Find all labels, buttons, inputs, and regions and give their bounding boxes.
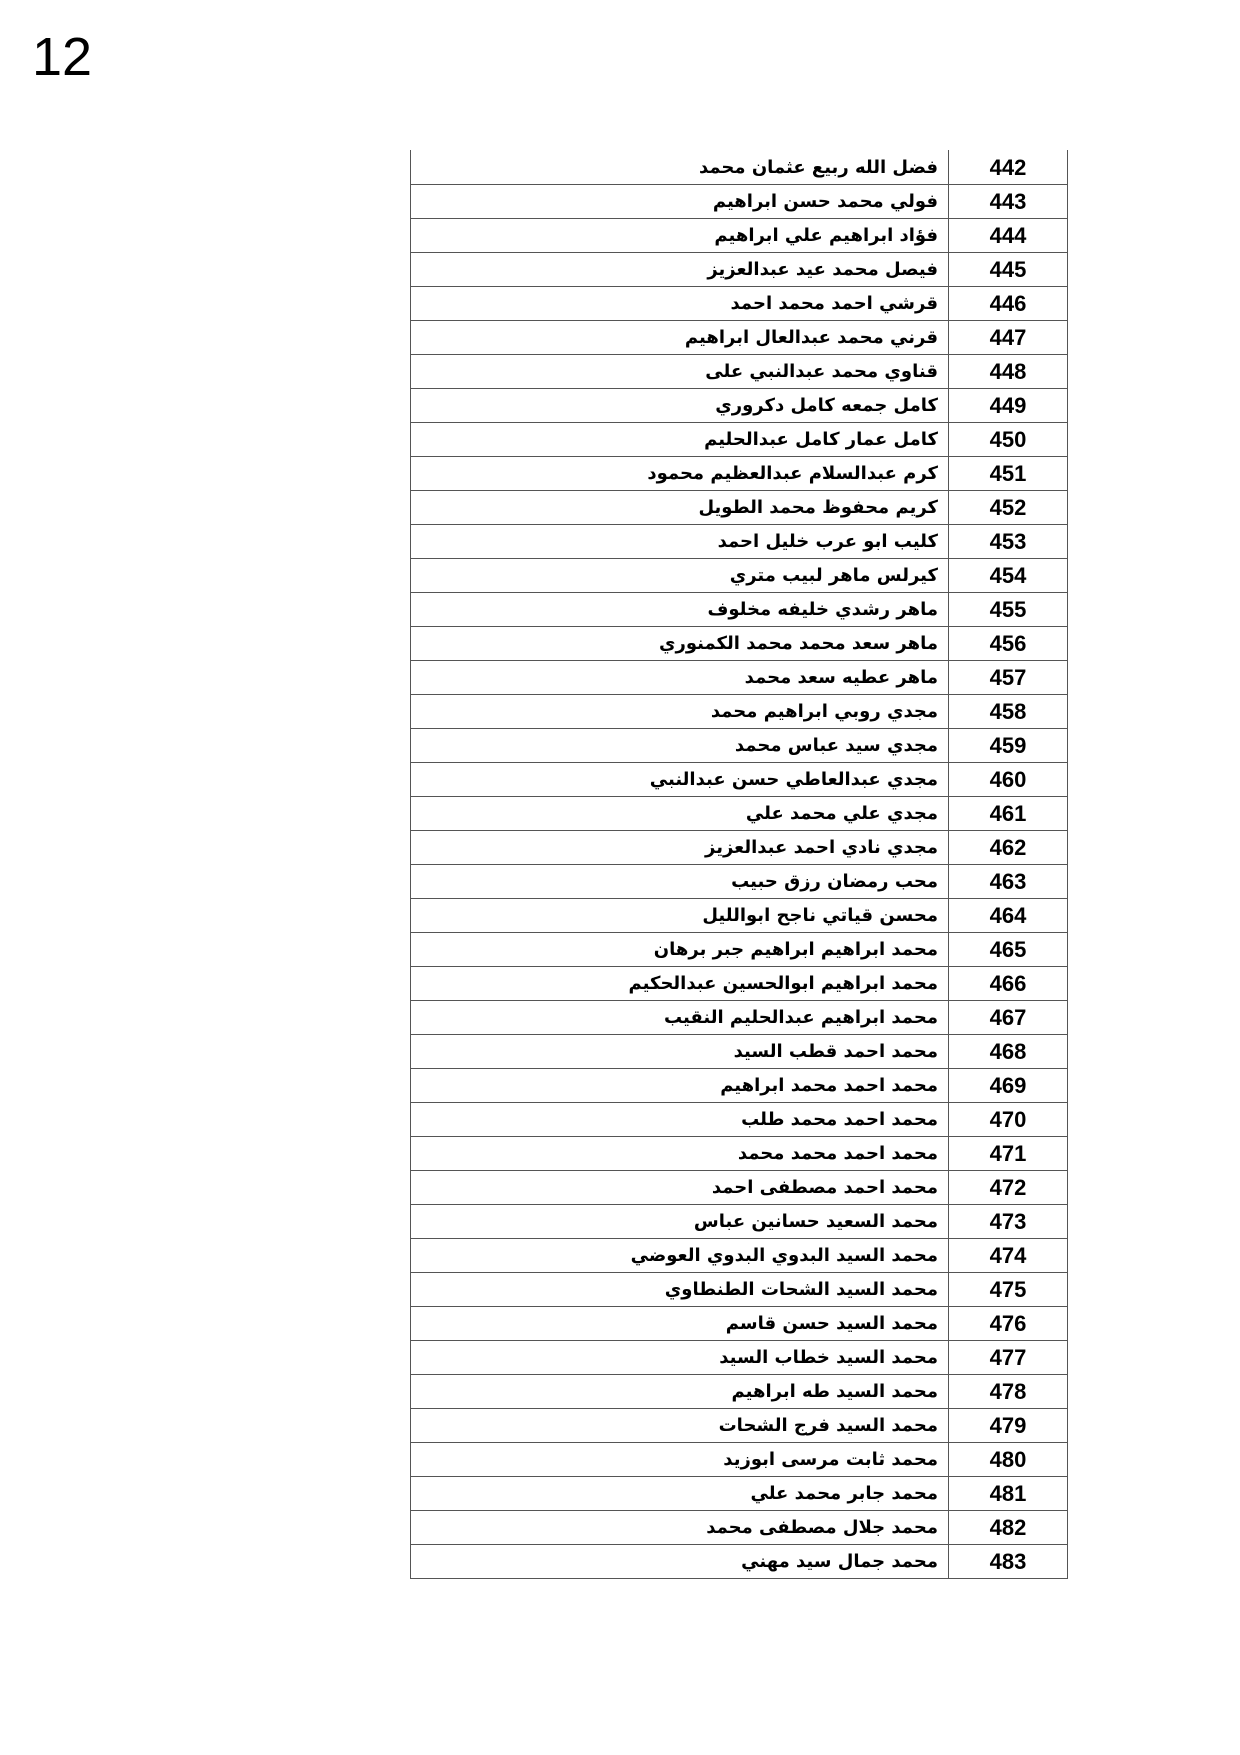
table-row (411, 1409, 1068, 1443)
row-number: 464 (949, 899, 1068, 933)
row-number: 450 (949, 423, 1068, 457)
row-number: 444 (949, 219, 1068, 253)
row-number: 446 (949, 287, 1068, 321)
row-name: محمد السيد خطاب السيد (411, 1341, 949, 1375)
table-row (411, 151, 1068, 185)
table-row (411, 1001, 1068, 1035)
row-name: محمد السيد طه ابراهيم (411, 1375, 949, 1409)
table-row (411, 1137, 1068, 1171)
row-name: محمد احمد محمد محمد (411, 1137, 949, 1171)
row-name: مجدي روبي ابراهيم محمد (411, 695, 949, 729)
table-row (411, 423, 1068, 457)
table-row (411, 967, 1068, 1001)
table-row (411, 729, 1068, 763)
row-number: 465 (949, 933, 1068, 967)
names-table (410, 150, 1068, 1579)
row-name: قناوي محمد عبدالنبي على (411, 355, 949, 389)
table-row (411, 185, 1068, 219)
row-name: كامل جمعه كامل دكروري (411, 389, 949, 423)
row-name: فضل الله ربيع عثمان محمد (411, 151, 949, 185)
table-row (411, 1477, 1068, 1511)
row-number: 447 (949, 321, 1068, 355)
row-name: محب رمضان رزق حبيب (411, 865, 949, 899)
table-row (411, 797, 1068, 831)
row-number: 455 (949, 593, 1068, 627)
row-name: مجدي عبدالعاطي حسن عبدالنبي (411, 763, 949, 797)
row-number: 463 (949, 865, 1068, 899)
row-name: ماهر رشدي خليفه مخلوف (411, 593, 949, 627)
row-name: ماهر عطيه سعد محمد (411, 661, 949, 695)
row-number: 483 (949, 1545, 1068, 1579)
row-number: 473 (949, 1205, 1068, 1239)
row-name: كريم محفوظ محمد الطويل (411, 491, 949, 525)
table-row (411, 525, 1068, 559)
row-number: 480 (949, 1443, 1068, 1477)
table-row (411, 593, 1068, 627)
table-row (411, 491, 1068, 525)
table-row (411, 389, 1068, 423)
table-row (411, 1307, 1068, 1341)
table-row (411, 1511, 1068, 1545)
table-row (411, 559, 1068, 593)
row-number: 469 (949, 1069, 1068, 1103)
row-name: ماهر سعد محمد محمد الكمنوري (411, 627, 949, 661)
row-name: قرشي احمد محمد احمد (411, 287, 949, 321)
row-number: 442 (949, 151, 1068, 185)
table-row (411, 933, 1068, 967)
row-number: 449 (949, 389, 1068, 423)
row-number: 478 (949, 1375, 1068, 1409)
row-number: 467 (949, 1001, 1068, 1035)
row-number: 461 (949, 797, 1068, 831)
page-number: 12 (32, 27, 93, 87)
row-name: مجدي نادي احمد عبدالعزيز (411, 831, 949, 865)
row-number: 445 (949, 253, 1068, 287)
row-name: كامل عمار كامل عبدالحليم (411, 423, 949, 457)
row-name: كيرلس ماهر لبيب متري (411, 559, 949, 593)
table-row (411, 831, 1068, 865)
row-name: محمد جابر محمد علي (411, 1477, 949, 1511)
row-number: 451 (949, 457, 1068, 491)
row-number: 456 (949, 627, 1068, 661)
row-name: محمد السيد الشحات الطنطاوي (411, 1273, 949, 1307)
row-name: محمد السيد البدوي البدوي العوضي (411, 1239, 949, 1273)
row-name: محسن قياتي ناجح ابوالليل (411, 899, 949, 933)
table-row (411, 695, 1068, 729)
row-name: قرني محمد عبدالعال ابراهيم (411, 321, 949, 355)
table-row (411, 1545, 1068, 1579)
table-row (411, 1171, 1068, 1205)
names-table-body (411, 151, 1068, 1579)
row-number: 448 (949, 355, 1068, 389)
row-name: محمد جمال سيد مهني (411, 1545, 949, 1579)
table-row (411, 1103, 1068, 1137)
row-number: 468 (949, 1035, 1068, 1069)
row-name: كرم عبدالسلام عبدالعظيم محمود (411, 457, 949, 491)
table-row (411, 1443, 1068, 1477)
table-row (411, 627, 1068, 661)
row-name: مجدي سيد عباس محمد (411, 729, 949, 763)
table-row (411, 355, 1068, 389)
row-number: 452 (949, 491, 1068, 525)
table-row (411, 865, 1068, 899)
table-row (411, 287, 1068, 321)
row-number: 453 (949, 525, 1068, 559)
row-number: 470 (949, 1103, 1068, 1137)
row-number: 466 (949, 967, 1068, 1001)
row-number: 454 (949, 559, 1068, 593)
table-row (411, 219, 1068, 253)
row-number: 474 (949, 1239, 1068, 1273)
row-number: 462 (949, 831, 1068, 865)
row-number: 482 (949, 1511, 1068, 1545)
row-number: 475 (949, 1273, 1068, 1307)
row-name: فيصل محمد عيد عبدالعزيز (411, 253, 949, 287)
row-number: 459 (949, 729, 1068, 763)
table-row (411, 321, 1068, 355)
row-name: محمد السيد حسن قاسم (411, 1307, 949, 1341)
row-name: محمد احمد محمد ابراهيم (411, 1069, 949, 1103)
row-name: محمد ابراهيم ابراهيم جبر برهان (411, 933, 949, 967)
row-name: محمد السيد فرج الشحات (411, 1409, 949, 1443)
table-row (411, 1273, 1068, 1307)
row-number: 481 (949, 1477, 1068, 1511)
row-name: فؤاد ابراهيم علي ابراهيم (411, 219, 949, 253)
row-number: 479 (949, 1409, 1068, 1443)
row-number: 477 (949, 1341, 1068, 1375)
table-row (411, 1239, 1068, 1273)
table-row (411, 457, 1068, 491)
table-row (411, 1341, 1068, 1375)
row-name: فولي محمد حسن ابراهيم (411, 185, 949, 219)
table-row (411, 1035, 1068, 1069)
row-number: 460 (949, 763, 1068, 797)
row-number: 476 (949, 1307, 1068, 1341)
row-number: 471 (949, 1137, 1068, 1171)
table-row (411, 1375, 1068, 1409)
table-row (411, 253, 1068, 287)
row-name: محمد احمد مصطفى احمد (411, 1171, 949, 1205)
table-row (411, 763, 1068, 797)
table-row (411, 1069, 1068, 1103)
table-row (411, 899, 1068, 933)
row-name: محمد السعيد حسانين عباس (411, 1205, 949, 1239)
row-name: محمد ابراهيم ابوالحسين عبدالحكيم (411, 967, 949, 1001)
row-name: محمد ثابت مرسى ابوزيد (411, 1443, 949, 1477)
row-name: محمد احمد محمد طلب (411, 1103, 949, 1137)
row-number: 458 (949, 695, 1068, 729)
row-name: محمد احمد قطب السيد (411, 1035, 949, 1069)
table-row (411, 661, 1068, 695)
row-name: مجدي علي محمد علي (411, 797, 949, 831)
row-name: محمد جلال مصطفى محمد (411, 1511, 949, 1545)
row-name: محمد ابراهيم عبدالحليم النقيب (411, 1001, 949, 1035)
row-number: 472 (949, 1171, 1068, 1205)
row-number: 457 (949, 661, 1068, 695)
row-number: 443 (949, 185, 1068, 219)
table-row (411, 1205, 1068, 1239)
row-name: كليب ابو عرب خليل احمد (411, 525, 949, 559)
